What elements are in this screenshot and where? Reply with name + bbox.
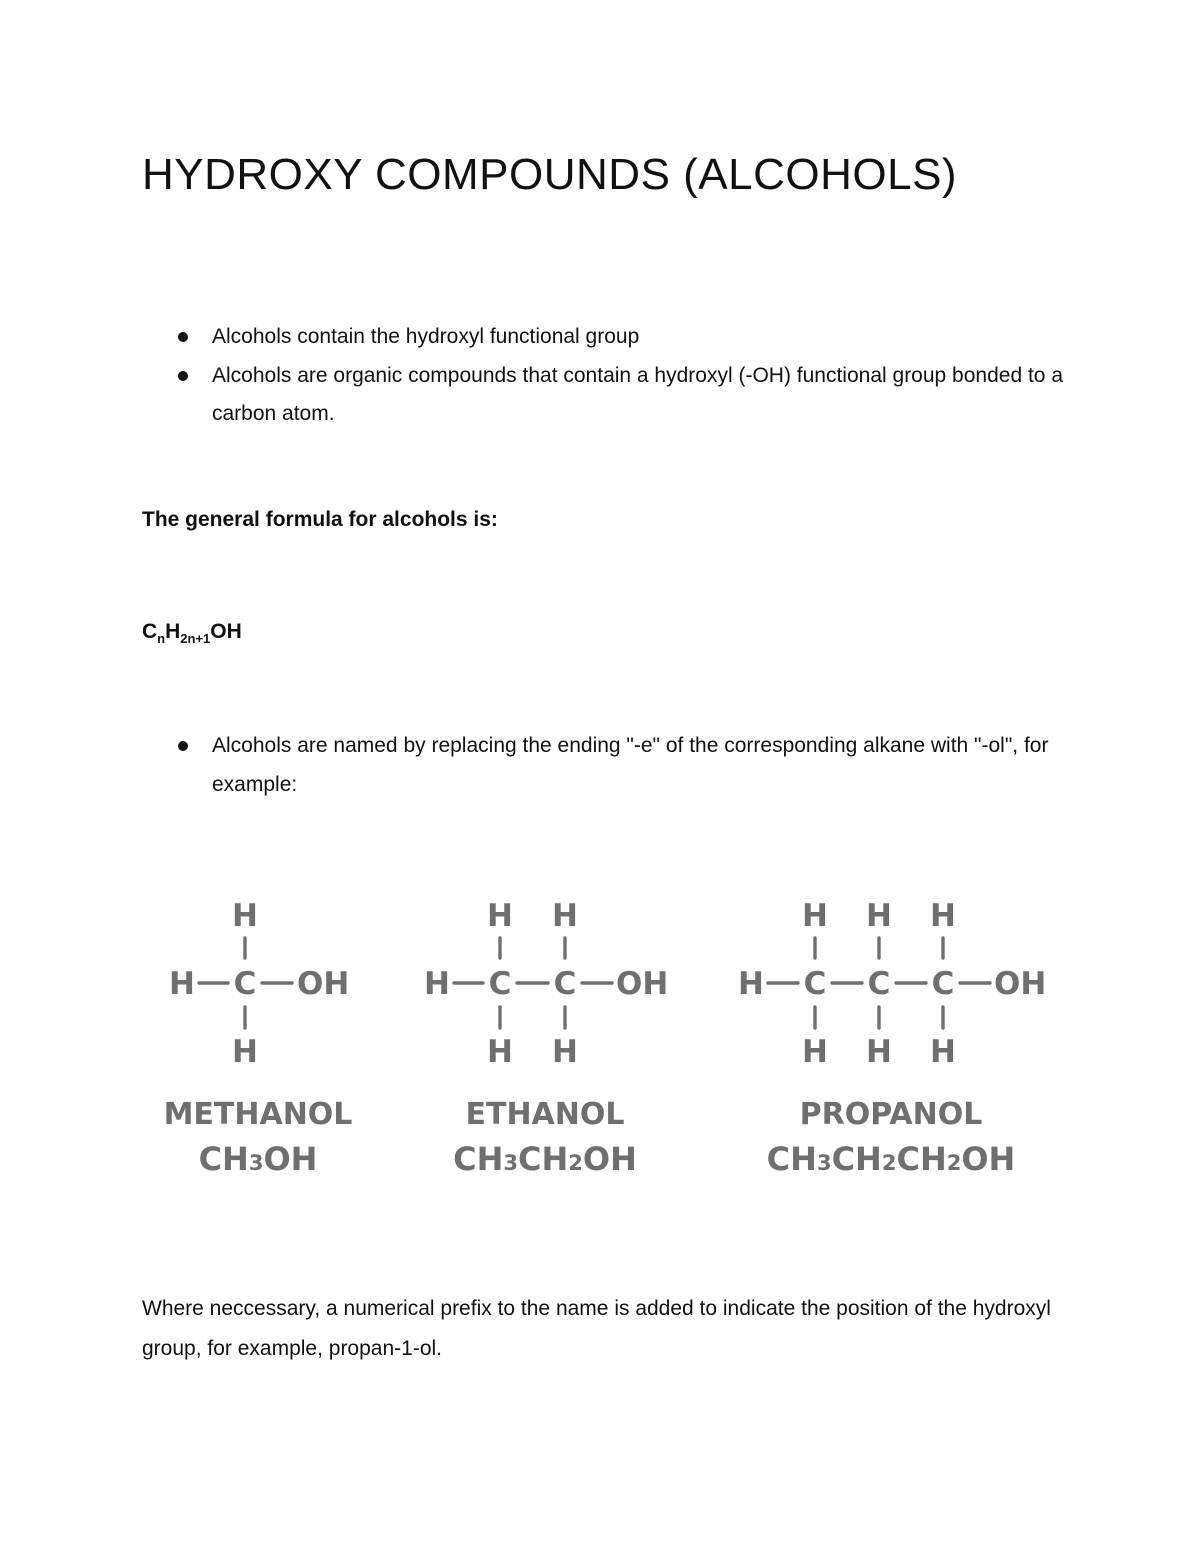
formula-subscript: 2 bbox=[881, 1151, 897, 1175]
formula-part: OH bbox=[263, 1140, 318, 1178]
alcohol-structures-figure bbox=[0, 880, 1200, 1200]
atom-label: H bbox=[487, 1034, 513, 1070]
molecule-name: ETHANOL bbox=[465, 1097, 625, 1132]
ethanol-structure bbox=[424, 898, 668, 1178]
formula-subscript: 2 bbox=[946, 1151, 962, 1175]
atom-label: C bbox=[931, 966, 955, 1002]
atom-label: H bbox=[802, 898, 828, 934]
bullet-list bbox=[142, 318, 1072, 434]
atom-label: OH bbox=[616, 966, 669, 1002]
molecule-name: METHANOL bbox=[163, 1097, 353, 1132]
general-formula-lead: The general formula for alcohols is: bbox=[142, 508, 498, 531]
formula-part: OH bbox=[582, 1140, 637, 1178]
formula-part: CH bbox=[198, 1140, 249, 1178]
atom-label: H bbox=[738, 966, 764, 1002]
formula-subscript: 3 bbox=[816, 1151, 832, 1175]
atom-label: C bbox=[488, 966, 512, 1002]
formula-element: OH bbox=[210, 620, 242, 643]
formula-part: OH bbox=[961, 1140, 1016, 1178]
bullet-icon bbox=[178, 332, 188, 342]
formula-element: H bbox=[165, 620, 181, 643]
bullet-list bbox=[142, 727, 1072, 804]
molecule-formula bbox=[767, 1140, 1016, 1178]
list-item bbox=[142, 318, 1072, 357]
formula-part: CH bbox=[831, 1140, 882, 1178]
atom-label: H bbox=[552, 898, 578, 934]
atom-label: C bbox=[553, 966, 577, 1002]
bullet-text: Alcohols are organic compounds that contain a hydroxyl (-OH) functional group bonded to a carbon atom. bbox=[212, 363, 1063, 425]
atom-label: H bbox=[424, 966, 450, 1002]
list-item bbox=[142, 727, 1072, 804]
atom-label: C bbox=[233, 966, 257, 1002]
bullet-icon bbox=[178, 371, 188, 381]
atom-label: H bbox=[487, 898, 513, 934]
formula-subscript: 2n+1 bbox=[180, 631, 211, 646]
atom-label: C bbox=[867, 966, 891, 1002]
molecule-formula bbox=[453, 1140, 637, 1178]
formula-subscript: 3 bbox=[503, 1151, 519, 1175]
page-title: HYDROXY COMPOUNDS (ALCOHOLS) bbox=[142, 150, 958, 199]
atom-label: H bbox=[930, 898, 956, 934]
atom-label: H bbox=[232, 898, 258, 934]
formula-subscript: n bbox=[157, 631, 166, 646]
list-item bbox=[142, 357, 1072, 434]
general-formula bbox=[142, 620, 242, 646]
atom-label: OH bbox=[297, 966, 350, 1002]
atom-label: H bbox=[552, 1034, 578, 1070]
formula-part: CH bbox=[518, 1140, 569, 1178]
formula-subscript: 2 bbox=[568, 1151, 583, 1175]
atom-label: H bbox=[169, 966, 195, 1002]
methanol-structure bbox=[164, 898, 353, 1178]
propanol-structure bbox=[738, 898, 1046, 1178]
closing-paragraph: Where neccessary, a numerical prefix to the name is added to indicate the position of the hydroxyl group, for example, propan-1-ol. bbox=[142, 1297, 1051, 1360]
atom-label: C bbox=[803, 966, 827, 1002]
atom-label: H bbox=[930, 1034, 956, 1070]
formula-part: CH bbox=[896, 1140, 947, 1178]
bullet-text: Alcohols contain the hydroxyl functional group bbox=[212, 325, 640, 348]
molecule-name: PROPANOL bbox=[799, 1097, 983, 1132]
formula-part: CH bbox=[766, 1140, 817, 1178]
atom-label: OH bbox=[994, 966, 1047, 1002]
atom-label: H bbox=[866, 1034, 892, 1070]
bullet-icon bbox=[178, 741, 188, 751]
atom-label: H bbox=[866, 898, 892, 934]
formula-subscript: 3 bbox=[248, 1151, 264, 1175]
atom-label: H bbox=[802, 1034, 828, 1070]
bullet-text: Alcohols are named by replacing the ending "-e" of the corresponding alkane with "-ol", for example: bbox=[212, 734, 1049, 796]
atom-label: H bbox=[232, 1034, 258, 1070]
molecule-formula bbox=[199, 1140, 318, 1178]
formula-part: CH bbox=[453, 1140, 504, 1178]
formula-element: C bbox=[142, 620, 158, 643]
